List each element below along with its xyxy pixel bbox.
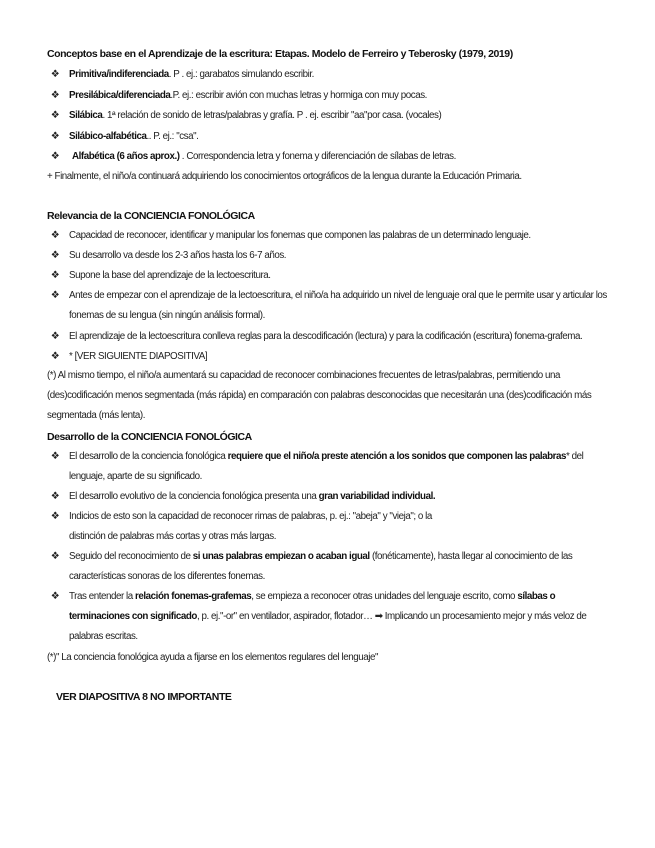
section-title-relevancia: Relevancia de la CONCIENCIA FONOLÓGICA bbox=[47, 210, 255, 222]
emphasis-text: sílabas o terminaciones con significado bbox=[69, 591, 556, 622]
stage-name: Silábica bbox=[69, 110, 103, 121]
list-item-text: El aprendizaje de la lectoescritura conlleva reglas para la descodificación (lectura) y para la codificación (escritura) fonema-grafema. bbox=[69, 331, 583, 342]
stage-name: Silábico-alfabética bbox=[69, 131, 147, 142]
emphasis-text: requiere que el niño/a preste atención a los sonidos que componen las palabras bbox=[227, 451, 567, 462]
bullet-icon: ❖ bbox=[50, 90, 60, 101]
stage-name: Alfabética (6 años aprox.) bbox=[72, 151, 180, 162]
bullet-icon: ❖ bbox=[50, 110, 60, 121]
list-item-text: Indicios de esto son la capacidad de reconocer rimas de palabras, p. ej.: "abeja" y "vieja"; o la bbox=[69, 511, 432, 522]
bullet-icon: ❖ bbox=[50, 270, 60, 281]
bullet-icon: ❖ bbox=[50, 290, 60, 301]
bullet-icon: ❖ bbox=[50, 351, 60, 362]
bullet-icon: ❖ bbox=[50, 151, 60, 162]
bullet-icon: ❖ bbox=[50, 250, 60, 261]
emphasis-text: gran variabilidad individual. bbox=[318, 491, 436, 502]
bullet-icon: ❖ bbox=[50, 551, 60, 562]
list-item-text: , p. ej."-or" en ventilador, aspirador, flotador… ➡ Implicando un procesamiento mejor y más veloz de palabras escritas. bbox=[69, 611, 587, 642]
stage-description: . P . ej.: garabatos simulando escribir. bbox=[168, 69, 314, 80]
bullet-icon: ❖ bbox=[50, 511, 60, 522]
bullet-icon: ❖ bbox=[50, 591, 60, 602]
list-item-text: Su desarrollo va desde los 2-3 años hasta los 6-7 años. bbox=[69, 250, 287, 261]
section-title-etapas: Conceptos base en el Aprendizaje de la escritura: Etapas. Modelo de Ferreiro y Teberosky (1979, 2019) bbox=[47, 48, 513, 60]
list-item-text: Supone la base del aprendizaje de la lectoescritura. bbox=[69, 270, 271, 281]
closing-note: VER DIAPOSITIVA 8 NO IMPORTANTE bbox=[56, 691, 232, 703]
list-item-text: El desarrollo de la conciencia fonológica bbox=[69, 451, 228, 462]
bullet-icon: ❖ bbox=[50, 331, 60, 342]
list-item-text: * del lenguaje, aparte de su significado. bbox=[69, 451, 584, 482]
bullet-icon: ❖ bbox=[50, 451, 60, 462]
list-item-text: distinción de palabras más cortas y otras más largas. bbox=[69, 531, 277, 542]
list-item-text: El desarrollo evolutivo de la conciencia fonológica presenta una bbox=[69, 491, 319, 502]
list-item-text: (fonéticamente), hasta llegar al conocimiento de las características sonoras de los diferentes fonemas. bbox=[69, 551, 573, 582]
list-item-text: Seguido del reconocimiento de bbox=[69, 551, 193, 562]
section-title-desarrollo: Desarrollo de la CONCIENCIA FONOLÓGICA bbox=[47, 431, 252, 443]
list-item-text: , se empieza a reconocer otras unidades del lenguaje escrito, como bbox=[251, 591, 518, 602]
stage-name: Primitiva/indiferenciada bbox=[69, 69, 169, 80]
stage-description: . 1ª relación de sonido de letras/palabras y grafía. P . ej. escribir "aa"por casa. (vocales) bbox=[102, 110, 442, 121]
list-item-text: Tras entender la bbox=[69, 591, 136, 602]
list-item-text: * [VER SIGUIENTE DIAPOSITIVA] bbox=[69, 351, 208, 362]
bullet-icon: ❖ bbox=[50, 131, 60, 142]
stage-description: .P. ej.: escribir avión con muchas letras y hormiga con muy pocas. bbox=[170, 90, 427, 101]
bullet-icon: ❖ bbox=[50, 230, 60, 241]
list-item-text: Capacidad de reconocer, identificar y manipular los fonemas que componen las palabras de un determinado lenguaje. bbox=[69, 230, 531, 241]
list-item-text: Antes de empezar con el aprendizaje de la lectoescritura, el niño/a ha adquirido un nivel de lenguaje oral que le permite usar y articular los fonemas de su lengua (sin ningún análisis formal). bbox=[69, 290, 607, 321]
section-footer-note: + Finalmente, el niño/a continuará adquiriendo los conocimientos ortográficos de la lengua durante la Educación Primaria. bbox=[47, 171, 522, 182]
bullet-icon: ❖ bbox=[50, 69, 60, 80]
stage-description: . Correspondencia letra y fonema y diferenciación de sílabas de letras. bbox=[179, 151, 456, 162]
section-note: (*) Al mismo tiempo, el niño/a aumentará su capacidad de reconocer combinaciones frecuentes de letras/palabras, permitiendo una (des)codificación menos segmentada (más rápida) en comparación con palabras desconocidas que necesitarán una (des)codificación más segmentada (más lenta). bbox=[47, 370, 592, 421]
section-footer-note: (*)" La conciencia fonológica ayuda a fijarse en los elementos regulares del lenguaje" bbox=[47, 652, 378, 663]
emphasis-text: si unas palabras empiezan o acaban igual bbox=[192, 551, 370, 562]
emphasis-text: relación fonemas-grafemas bbox=[135, 591, 252, 602]
stage-name: Presilábica/diferenciada bbox=[69, 90, 171, 101]
stage-description: .. P. ej.: "csa". bbox=[146, 131, 199, 142]
bullet-icon: ❖ bbox=[50, 491, 60, 502]
